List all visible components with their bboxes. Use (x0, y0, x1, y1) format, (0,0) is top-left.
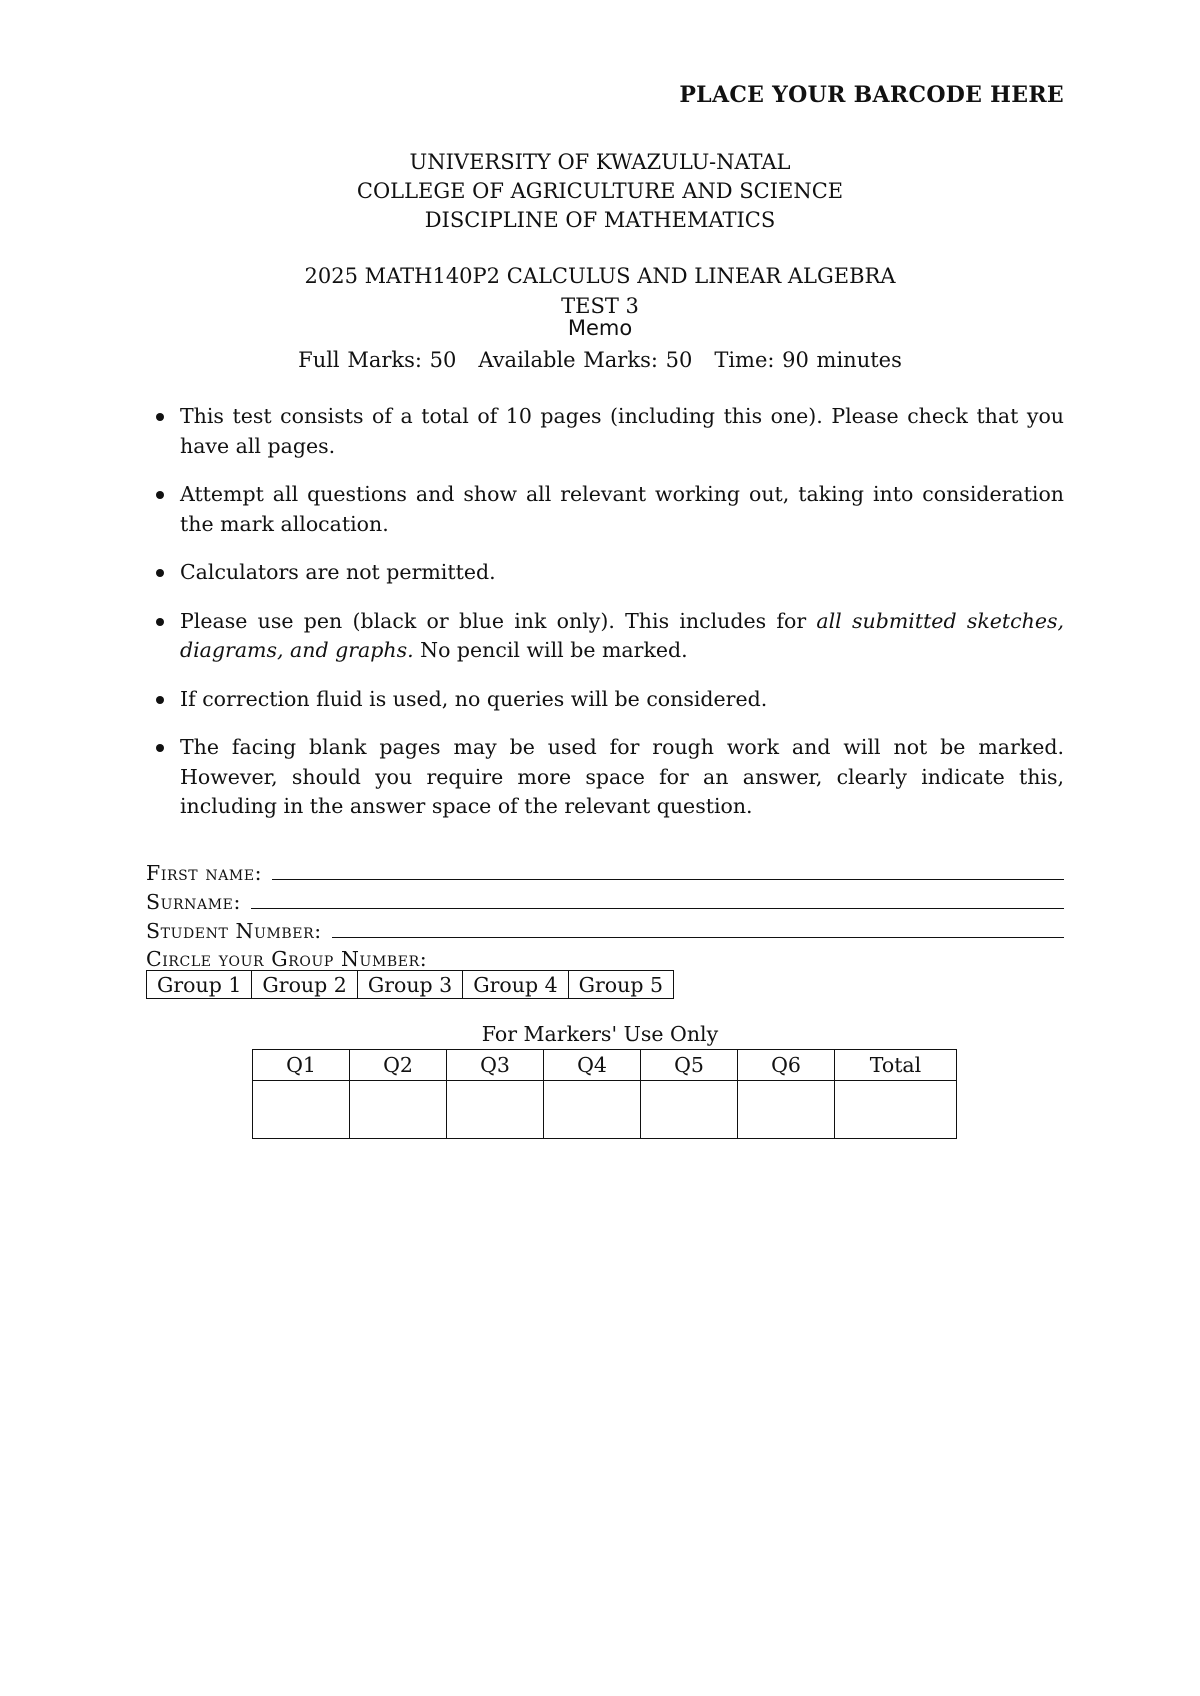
instruction-item (180, 607, 1064, 666)
instruction-item: This test consists of a total of 10 pages (including this one). Please check that you have all pages. (180, 402, 1064, 461)
group-option[interactable]: Group 5 (568, 971, 673, 999)
surname-label: Surname: (146, 890, 242, 914)
first-name-field[interactable] (146, 856, 1064, 885)
college-name: COLLEGE OF AGRICULTURE AND SCIENCE (356, 179, 844, 203)
markers-header-cell: Q3 (447, 1050, 544, 1081)
markers-score-cell[interactable] (835, 1081, 957, 1139)
student-number-field[interactable] (146, 914, 1064, 943)
markers-score-cell[interactable] (253, 1081, 350, 1139)
instruction-item: If correction fluid is used, no queries will be considered. (180, 685, 1064, 715)
circle-group-label: Circle your Group Number: (146, 947, 428, 971)
instruction-emphasis: all submitted sketches, diagrams, and graphs. (180, 608, 1064, 662)
surname-line[interactable] (251, 907, 1064, 909)
instruction-item: Attempt all questions and show all relevant working out, taking into consideration the mark allocation. (180, 480, 1064, 539)
markers-header-cell: Q4 (544, 1050, 641, 1081)
student-number-label: Student Number: (146, 919, 322, 943)
university-name: UNIVERSITY OF KWAZULU-NATAL (409, 150, 791, 174)
markers-score-cell[interactable] (738, 1081, 835, 1139)
group-option[interactable]: Group 3 (357, 971, 462, 999)
time-allowed: Time: 90 minutes (714, 348, 902, 372)
markers-score-cell[interactable] (544, 1081, 641, 1139)
memo-label: Memo (567, 316, 633, 340)
marks-time-line (0, 348, 1200, 372)
instruction-text: Please use pen (black or blue ink only). This includes for (180, 608, 817, 633)
markers-header-cell: Q5 (641, 1050, 738, 1081)
markers-score-cell[interactable] (641, 1081, 738, 1139)
course-title: 2025 MATH140P2 CALCULUS AND LINEAR ALGEBRA (304, 264, 896, 288)
markers-score-cell[interactable] (350, 1081, 447, 1139)
group-number-table (146, 970, 674, 999)
instruction-item: The facing blank pages may be used for rough work and will not be marked. However, should you require more space for an answer, clearly indicate this, including in the answer space of the relevant question. (180, 733, 1064, 822)
markers-header-cell: Total (835, 1050, 957, 1081)
discipline-name: DISCIPLINE OF MATHEMATICS (424, 208, 776, 232)
first-name-line[interactable] (272, 878, 1064, 880)
markers-header-cell: Q6 (738, 1050, 835, 1081)
barcode-placeholder-label: PLACE YOUR BARCODE HERE (679, 82, 1064, 108)
instruction-text: No pencil will be marked. (413, 638, 688, 662)
markers-header-cell: Q2 (350, 1050, 447, 1081)
group-option[interactable]: Group 1 (147, 971, 252, 999)
markers-header-cell: Q1 (253, 1050, 350, 1081)
instruction-item: Calculators are not permitted. (180, 558, 1064, 588)
group-option[interactable]: Group 4 (463, 971, 568, 999)
markers-table (252, 1049, 957, 1139)
test-title: TEST 3 (561, 294, 639, 318)
group-option[interactable]: Group 2 (252, 971, 357, 999)
markers-caption: For Markers' Use Only (481, 1022, 719, 1046)
available-marks: Available Marks: 50 (478, 348, 693, 372)
instructions-list (180, 402, 1064, 841)
full-marks: Full Marks: 50 (298, 348, 457, 372)
markers-score-cell[interactable] (447, 1081, 544, 1139)
first-name-label: First name: (146, 861, 263, 885)
student-number-line[interactable] (332, 936, 1064, 938)
circle-group-heading (146, 942, 1064, 971)
surname-field[interactable] (146, 885, 1064, 914)
